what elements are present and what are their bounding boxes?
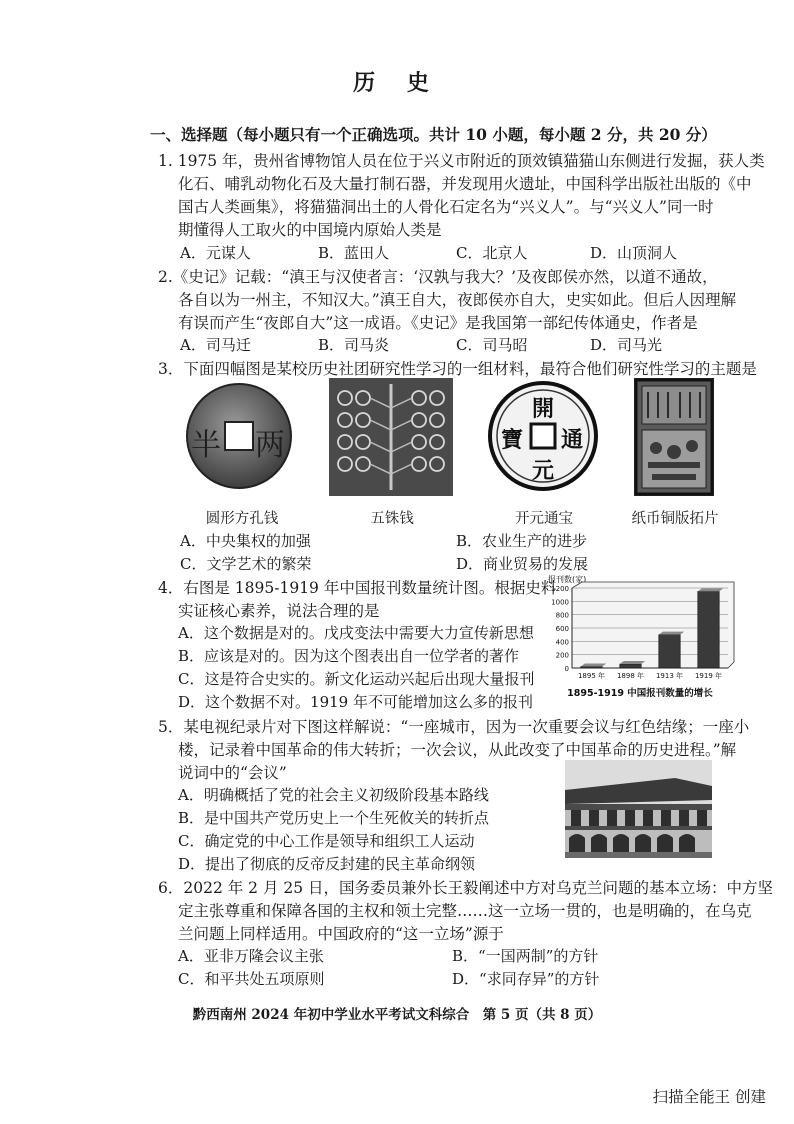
- q2-option-c[interactable]: C．司马昭: [456, 336, 528, 354]
- chart-ytick-label: 0: [564, 665, 569, 673]
- chart-ytick-label: 400: [555, 638, 569, 647]
- q4-option-c[interactable]: C．这是符合史实的。新文化运动兴起后出现大量报刊: [178, 670, 535, 688]
- chart-xtick-label: 1898 年: [616, 672, 645, 680]
- chart-ytick-label: 200: [555, 651, 569, 660]
- newspaper-chart: [540, 572, 740, 702]
- q5-line-2: 楼，记录着中国革命的伟大转折；一次会议，从此改变了中国革命的历史进程。”解: [178, 741, 737, 759]
- chart-bar-top: [659, 632, 684, 635]
- q4-option-b[interactable]: B．应该是对的。因为这个图表出自一位学者的著作: [178, 647, 520, 665]
- q1-option-c[interactable]: C．北京人: [456, 244, 528, 262]
- chart-title: 1895-1919 中国报刊数量的增长: [567, 688, 713, 699]
- q1-line-1: 1. 1975 年，贵州省博物馆人员在位于兴义市附近的顶效镇猫猫山东侧进行发掘，获人类: [158, 152, 765, 170]
- coin-inscription: 通: [561, 427, 584, 453]
- q5-option-b[interactable]: B．是中国共产党历史上一个生死攸关的转折点: [178, 809, 490, 827]
- q1-option-d[interactable]: D．山顶洞人: [590, 244, 678, 262]
- image-round-coin: [183, 380, 295, 492]
- q2-line-2: 各自以为一州主，不知汉大。”滇王自大，夜郎侯亦自大，史实如此。但后人因理解: [178, 291, 737, 309]
- page-footer: 黔西南州 2024 年初中学业水平考试文科综合 第 5 页（共 8 页）: [192, 1007, 602, 1023]
- q3-option-b[interactable]: B．农业生产的进步: [456, 532, 588, 550]
- q6-option-d[interactable]: D．“求同存异”的方针: [452, 970, 600, 988]
- section-heading: 一、选择题（每小题只有一个正确选项。共计 10 小题，每小题 2 分，共 20 分）: [150, 125, 717, 144]
- image-paper-money-rubbing: [634, 378, 714, 496]
- q4-option-d[interactable]: D．这个数据不对。1919 年不可能增加这么多的报刊: [178, 693, 533, 711]
- chart-ytick-label: 1200: [551, 585, 569, 593]
- q3-option-a[interactable]: A．中央集权的加强: [180, 532, 311, 550]
- chart-bar: [698, 591, 719, 668]
- coin-inscription: 元: [532, 458, 555, 484]
- chart-bar-top: [698, 588, 723, 591]
- q2-option-d[interactable]: D．司马光: [590, 336, 663, 354]
- q1-line-2: 化石、哺乳动物化石及大量打制石器，并发现用火遗址，中国科学出版社出版的《中: [178, 175, 752, 193]
- chart-bar-top: [620, 661, 645, 664]
- chart-xtick-label: 1913 年: [655, 672, 684, 680]
- image-kaiyuan-coin: [487, 380, 599, 492]
- q5-option-a[interactable]: A．明确概括了党的社会主义初级阶段基本路线: [178, 786, 489, 804]
- chart-ytick-label: 600: [555, 625, 569, 633]
- caption-wuzhu: 五铢钱: [370, 511, 414, 527]
- chart-xtick-label: 1919 年: [694, 672, 723, 680]
- q3-option-c[interactable]: C．文学艺术的繁荣: [180, 555, 312, 573]
- chart-bar: [581, 667, 602, 669]
- caption-paper-money: 纸币铜版拓片: [631, 511, 719, 527]
- q2-line-3: 有误而产生“夜郎自大”这一成语。《史记》是我国第一部纪传体通史，作者是: [178, 314, 698, 332]
- q2-line-1: 2.《史记》记载：“滇王与汉使者言：‘汉孰与我大？’及夜郎侯亦然，以道不通故，: [158, 268, 718, 286]
- q6-line-3: 兰问题上同样适用。中国政府的“这一立场”源于: [178, 925, 504, 943]
- q5-option-d[interactable]: D．提出了彻底的反帝反封建的民主革命纲领: [178, 855, 476, 873]
- q4-option-a[interactable]: A．这个数据是对的。戊戌变法中需要大力宣传新思想: [178, 624, 534, 642]
- q3-line-1: 3．下面四幅图是某校历史社团研究性学习的一组材料，最符合他们研究性学习的主题是: [158, 360, 757, 378]
- q1-option-b[interactable]: B．蓝田人: [318, 244, 390, 262]
- scanner-watermark: 扫描全能王 创建: [652, 1088, 766, 1106]
- page-title: 历 史: [353, 70, 441, 96]
- coin-inscription: 半: [191, 428, 221, 463]
- image-wuzhu-mold: [329, 378, 453, 496]
- q3-option-d[interactable]: D．商业贸易的发展: [456, 555, 589, 573]
- q6-option-a[interactable]: A．亚非万隆会议主张: [178, 947, 324, 965]
- coin-inscription: 開: [532, 396, 555, 422]
- chart-bar-top: [581, 664, 606, 667]
- q1-line-4: 期懂得人工取火的中国境内原始人类是: [178, 221, 442, 239]
- q1-option-a[interactable]: A．元谋人: [180, 244, 251, 262]
- caption-kaiyuan: 开元通宝: [515, 511, 573, 527]
- coin-inscription: 两: [255, 428, 285, 463]
- chart-bar: [659, 635, 680, 668]
- chart-ytick-label: 1000: [551, 598, 569, 607]
- q1-line-3: 国古人类画集》，将猫猫洞出土的人骨化石定名为“兴义人”。与“兴义人”同一时: [178, 198, 714, 216]
- q6-option-b[interactable]: B．“一国两制”的方针: [452, 947, 599, 965]
- q5-line-3: 说词中的“会议”: [178, 764, 287, 782]
- q4-line-1: 4．右图是 1895-1919 年中国报刊数量统计图。根据史料: [158, 579, 557, 597]
- q2-option-b[interactable]: B．司马炎: [318, 336, 390, 354]
- caption-round-coin: 圆形方孔钱: [205, 511, 279, 527]
- image-zunyi-building: [565, 760, 712, 858]
- chart-ytick-label: 800: [555, 611, 569, 620]
- q4-line-2: 实证核心素养，说法合理的是: [178, 602, 380, 620]
- q5-line-1: 5．某电视纪录片对下图这样解说：“一座城市，因为一次重要会议与红色结缘；一座小: [158, 718, 750, 736]
- chart-xtick-label: 1895 年: [577, 672, 606, 680]
- q6-line-1: 6．2022 年 2 月 25 日，国务委员兼外长王毅阐述中方对乌克兰问题的基本立场：中方坚: [158, 879, 774, 897]
- q2-option-a[interactable]: A．司马迁: [180, 336, 251, 354]
- q6-option-c[interactable]: C．和平共处五项原则: [178, 970, 325, 988]
- q5-option-c[interactable]: C．确定党的中心工作是领导和组织工人运动: [178, 832, 475, 850]
- coin-inscription: 寶: [501, 427, 524, 453]
- chart-bar: [620, 664, 641, 668]
- chart-svg: [540, 572, 740, 702]
- chart-ylabel: 报刊数(家): [548, 575, 587, 584]
- q6-line-2: 定主张尊重和保障各国的主权和领土完整……这一立场一贯的，也是明确的，在乌克: [178, 902, 752, 920]
